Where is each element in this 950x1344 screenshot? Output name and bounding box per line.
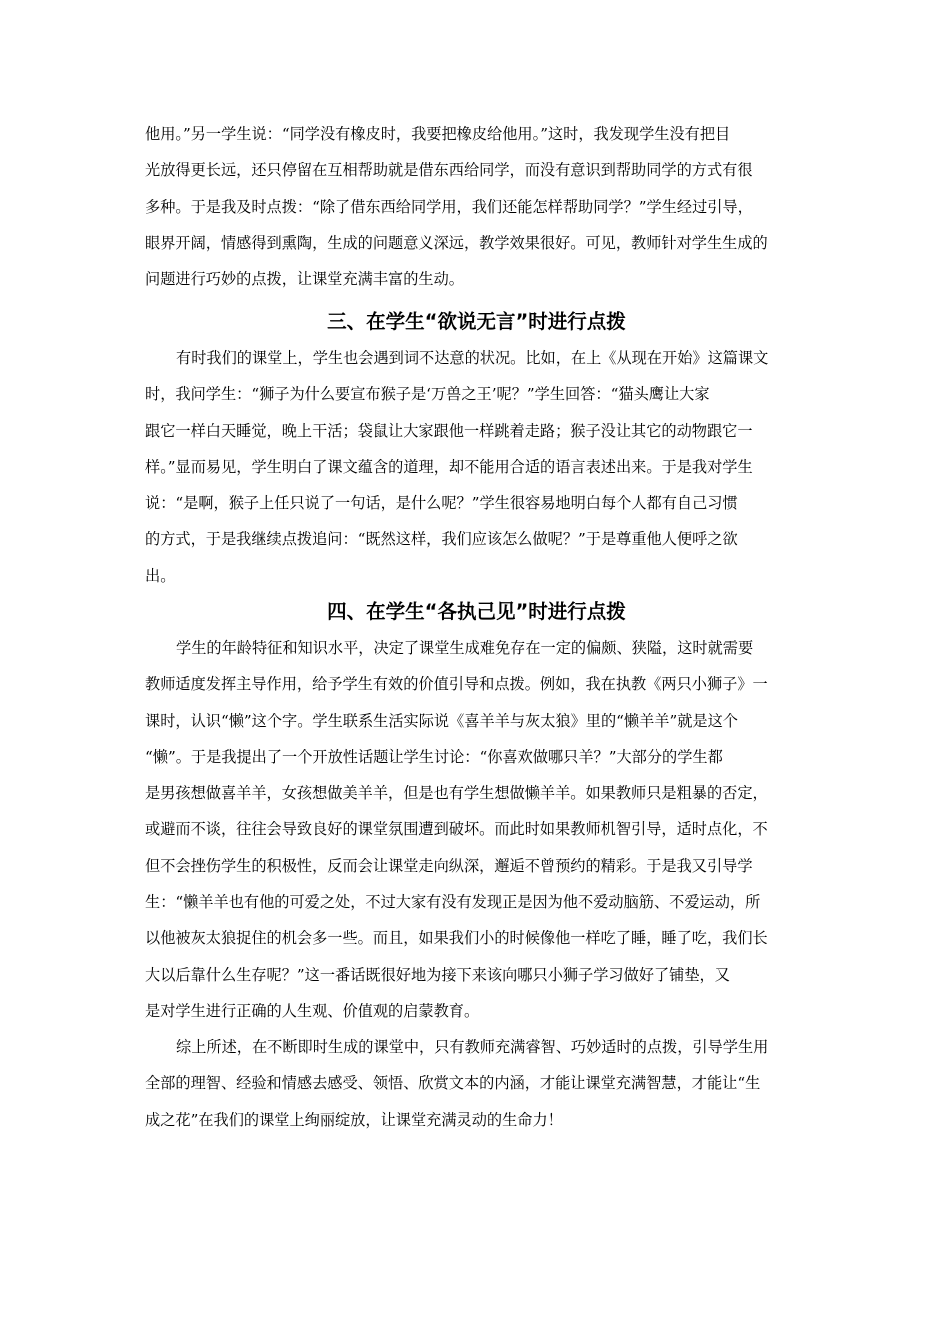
paragraph-continuation <box>145 116 808 297</box>
text-line: 综上所述，在不断即时生成的课堂中，只有教师充满睿智、巧妙适时的点拨，引导学生用 <box>176 1038 769 1056</box>
text-line: 有时我们的课堂上，学生也会遇到词不达意的状况。比如，在上《从现在开始》这篇课文 <box>176 349 769 367</box>
section-heading-3: 三、在学生“欲说无言”时进行点拨 <box>327 310 626 333</box>
section-heading-4: 四、在学生“各执己见”时进行点拨 <box>327 600 626 623</box>
text-line: 时，我问学生：“狮子为什么要宣布猴子是‘万兽之王’呢？”学生回答：“猫头鹰让大家 <box>145 385 710 404</box>
text-line: 眼界开阔，情感得到熏陶，生成的问题意义深远，教学效果很好。可见，教师针对学生生成的 <box>145 233 768 252</box>
text-line: 样。”显而易见，学生明白了课文蕴含的道理，却不能用合适的语言表述出来。于是我对学生 <box>145 457 753 476</box>
text-line: 课时，认识“懒”这个字。学生联系生活实际说《喜羊羊与灰太狼》里的“懒羊羊”就是这个 <box>145 711 738 730</box>
text-line: “懒”。于是我提出了一个开放性话题让学生讨论：“你喜欢做哪只羊？”大部分的学生都 <box>145 747 723 766</box>
text-line: 说：“是啊，猴子上任只说了一句话，是什么呢？”学生很容易地明白每个人都有自己习惯 <box>145 494 738 513</box>
text-line: 的方式，于是我继续点拨追问：“既然这样，我们应该怎么做呢？”于是尊重他人便呼之欲 <box>145 530 738 549</box>
text-line: 但不会挫伤学生的积极性，反而会让课堂走向纵深，邂逅不曾预约的精彩。于是我又引导学 <box>145 856 753 875</box>
paragraph-section-3 <box>145 340 808 594</box>
text-line: 成之花”在我们的课堂上绚丽绽放，让课堂充满灵动的生命力！ <box>145 1110 563 1129</box>
text-line: 是对学生进行正确的人生观、价值观的启蒙教育。 <box>145 1001 480 1020</box>
text-line: 出。 <box>145 566 176 585</box>
text-line: 或避而不谈，往往会导致良好的课堂氛围遭到破坏。而此时如果教师机智引导，适时点化，不 <box>145 820 768 839</box>
text-line: 问题进行巧妙的点拨，让课堂充满丰富的生动。 <box>145 270 464 289</box>
text-line: 教师适度发挥主导作用，给予学生有效的价值引导和点拨。例如，我在执教《两只小狮子》一 <box>145 675 768 694</box>
text-line: 大以后靠什么生存呢？”这一番话既很好地为接下来该向哪只小狮子学习做好了铺垫，又 <box>145 965 730 984</box>
text-line: 光放得更长远，还只停留在互相帮助就是借东西给同学，而没有意识到帮助同学的方式有很 <box>145 161 753 180</box>
text-line: 跟它一样白天睡觉，晚上干活；袋鼠让大家跟他一样跳着走路；猴子没让其它的动物跟它一 <box>145 421 753 440</box>
text-line: 以他被灰太狼捉住的机会多一些。而且，如果我们小的时候像他一样吃了睡，睡了吃，我们长 <box>145 929 768 948</box>
paragraph-conclusion <box>145 1029 808 1138</box>
text-line: 全部的理智、经验和情感去感受、领悟、欣赏文本的内涵，才能让课堂充满智慧，才能让“生 <box>145 1074 761 1093</box>
paragraph-section-4 <box>145 630 808 1029</box>
text-line: 学生的年龄特征和知识水平，决定了课堂生成难免存在一定的偏颇、狭隘，这时就需要 <box>176 639 754 657</box>
text-line: 生：“懒羊羊也有他的可爱之处，不过大家有没有发现正是因为他不爱动脑筋、不爱运动，所 <box>145 893 761 912</box>
text-line: 多种。于是我及时点拨：“除了借东西给同学用，我们还能怎样帮助同学？”学生经过引导， <box>145 197 753 216</box>
text-line: 他用。”另一学生说：“同学没有橡皮时，我要把橡皮给他用。”这时，我发现学生没有把目 <box>145 125 731 143</box>
text-line: 是男孩想做喜羊羊，女孩想做美羊羊，但是也有学生想做懒羊羊。如果教师只是粗暴的否定， <box>145 784 768 803</box>
